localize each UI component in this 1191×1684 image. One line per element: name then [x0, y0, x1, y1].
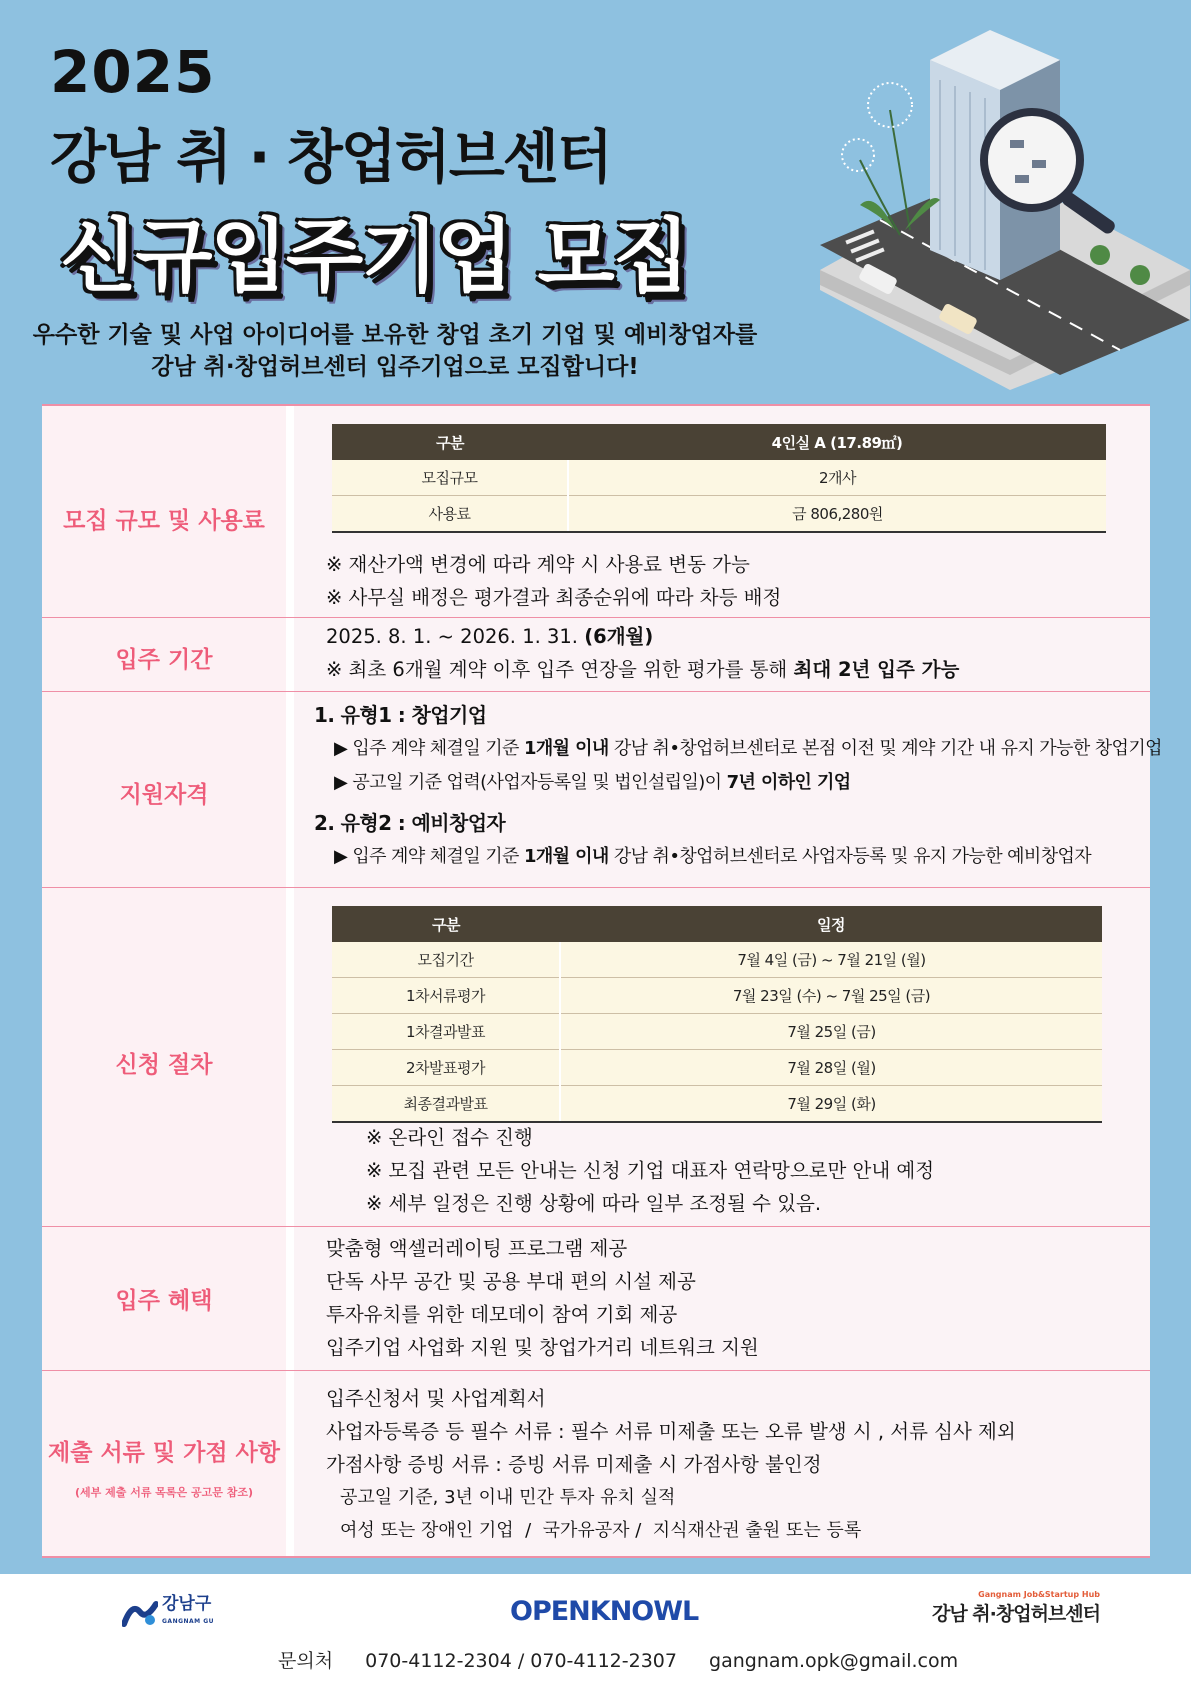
row-divider: [42, 1226, 1150, 1227]
list-item: 공고일 기준, 3년 이내 민간 투자 유치 실적: [340, 1487, 676, 1508]
period-note: [326, 653, 959, 686]
period-note-highlight: 최대 2년 입주 가능: [793, 658, 960, 681]
info-panel: [42, 404, 1162, 1558]
table-row: [332, 1014, 1102, 1050]
table-cell: 1차결과발표: [332, 1014, 560, 1050]
row-divider: [42, 617, 1150, 618]
note-line: ※ 모집 관련 모든 안내는 신청 기업 대표자 연락망으로만 안내 예정: [366, 1159, 935, 1182]
list-item: 가점사항 증빙 서류 : 증빙 서류 미제출 시 가점사항 불인정: [326, 1453, 822, 1476]
type1-item1-pre: ▶ 입주 계약 체결일 기준: [334, 738, 519, 759]
eligibility-content: [314, 698, 1162, 874]
table-header: 4인실 A (17.89㎡): [568, 424, 1106, 460]
note-line: ※ 재산가액 변경에 따라 계약 시 사용료 변동 가능: [326, 553, 750, 576]
contact-info: [278, 1646, 984, 1673]
label-column: [42, 406, 286, 1558]
lead-text-line2: 강남 취·창업허브센터 입주기업으로 모집합니다!: [151, 354, 639, 380]
table-header: 일정: [560, 906, 1102, 942]
period-note-text: ※ 최초 6개월 계약 이후 입주 연장을 위한 평가를 통해: [326, 658, 788, 681]
label-eligibility: 지원자격: [119, 782, 209, 808]
table-row: [332, 496, 1106, 533]
type1-item1: [314, 732, 1162, 766]
schedule-table: [332, 906, 1102, 1123]
table-row: [332, 460, 1106, 496]
table-cell: 1차서류평가: [332, 978, 560, 1014]
type2-item1: [314, 840, 1162, 874]
table-cell: 7월 4일 (금) ~ 7월 21일 (월): [560, 942, 1102, 978]
table-cell: 2차발표평가: [332, 1050, 560, 1086]
gangnam-logo-en: GANGNAM GU: [162, 1618, 215, 1625]
type1-item2: [314, 766, 1162, 800]
table-row: [332, 978, 1102, 1014]
period-date-text: 2025. 8. 1. ~ 2026. 1. 31.: [326, 625, 579, 648]
table-cell: 7월 28일 (월): [560, 1050, 1102, 1086]
table-cell: 7월 29일 (화): [560, 1086, 1102, 1123]
contact-email[interactable]: gangnam.opk@gmail.com: [709, 1650, 959, 1672]
table-cell: 최종결과발표: [332, 1086, 560, 1123]
type1-item2-bold: 7년 이하인 기업: [726, 772, 851, 793]
table-header: 구분: [332, 906, 560, 942]
list-item: 단독 사무 공간 및 공용 부대 편의 시설 제공: [326, 1270, 696, 1293]
table-row: [332, 942, 1102, 978]
gangnam-logo-icon: [122, 1598, 158, 1628]
list-item: 여성 또는 장애인 기업 / 국가유공자 / 지식재산권 출원 또는 등록: [340, 1520, 862, 1541]
lead-text-line1: 우수한 기술 및 사업 아이디어를 보유한 창업 초기 기업 및 예비창업자를: [32, 322, 758, 348]
period-dates: [326, 620, 959, 653]
note-line: ※ 세부 일정은 진행 상황에 따라 일부 조정될 수 있음.: [366, 1192, 822, 1215]
column-divider: [286, 406, 294, 1558]
label-documents-sub: (세부 제출 서류 목록은 공고문 참조): [75, 1486, 253, 1499]
scale-fee-notes: [326, 548, 781, 614]
table-row: [332, 1086, 1102, 1123]
row-divider: [42, 1556, 1150, 1558]
label-procedure: 신청 절차: [115, 1052, 213, 1078]
table-cell: 7월 23일 (수) ~ 7월 25일 (금): [560, 978, 1102, 1014]
benefits-list: [326, 1232, 759, 1364]
type1-item1-bold: 1개월 이내: [523, 738, 609, 759]
type1-item1-post: 강남 취•창업허브센터로 본점 이전 및 계약 기간 내 유지 가능한 창업기업: [613, 738, 1162, 759]
gangnam-logo-text: [162, 1596, 214, 1630]
table-cell: 2개사: [568, 460, 1106, 496]
procedure-notes: [366, 1121, 934, 1220]
label-benefits: 입주 혜택: [115, 1288, 213, 1314]
type2-item1-bold: 1개월 이내: [523, 846, 609, 867]
table-row: [332, 1050, 1102, 1086]
hub-logo-ko: 강남 취·창업허브센터: [931, 1603, 1100, 1625]
row-divider: [42, 1370, 1150, 1371]
page-title: 신규입주기업 모집: [60, 210, 689, 303]
row-divider: [42, 887, 1150, 888]
center-name-heading: 강남 취 · 창업허브센터: [50, 123, 611, 191]
table-cell: 모집규모: [332, 460, 568, 496]
note-line: ※ 사무실 배정은 평가결과 최종순위에 따라 차등 배정: [326, 586, 782, 609]
year-heading: 2025: [50, 38, 216, 106]
table-cell: 7월 25일 (금): [560, 1014, 1102, 1050]
label-scale-fee: 모집 규모 및 사용료: [63, 508, 265, 534]
documents-list: [326, 1382, 1016, 1547]
table-cell: 모집기간: [332, 942, 560, 978]
gangnam-gu-logo: [122, 1596, 214, 1630]
contact-phones: 070-4112-2304 / 070-4112-2307: [365, 1650, 677, 1672]
hub-logo-en: Gangnam Job&Startup Hub: [978, 1590, 1100, 1599]
hub-logo: [918, 1590, 1100, 1626]
openknowl-logo: OPENKNOWL: [510, 1596, 699, 1627]
list-item: 입주신청서 및 사업계획서: [326, 1387, 546, 1410]
type1-title: 1. 유형1 : 창업기업: [314, 703, 487, 727]
label-period: 입주 기간: [115, 647, 213, 673]
table-header: 구분: [332, 424, 568, 460]
type2-item1-post: 강남 취•창업허브센터로 사업자등록 및 유지 가능한 예비창업자: [613, 846, 1092, 867]
city-building-illustration: [800, 20, 1190, 390]
contact-label: 문의처: [278, 1650, 334, 1672]
type2-item1-pre: ▶ 입주 계약 체결일 기준: [334, 846, 519, 867]
hero-section: [0, 0, 1191, 400]
list-item: 입주기업 사업화 지원 및 창업가거리 네트워크 지원: [326, 1336, 759, 1359]
table-cell: 금 806,280원: [568, 496, 1106, 533]
note-line: ※ 온라인 접수 진행: [366, 1126, 533, 1149]
type2-title: 2. 유형2 : 예비창업자: [314, 811, 506, 835]
list-item: 사업자등록증 등 필수 서류 : 필수 서류 미제출 또는 오류 발생 시 , 서류 심사 제외: [326, 1420, 1016, 1443]
scale-fee-table: [332, 424, 1106, 533]
list-item: 맞춤형 액셀러레이팅 프로그램 제공: [326, 1237, 628, 1260]
gangnam-logo-ko: 강남구: [162, 1594, 212, 1614]
period-duration: (6개월): [584, 625, 654, 648]
type1-item2-pre: ▶ 공고일 기준 업력(사업자등록일 및 법인설립일)이: [334, 772, 722, 793]
table-cell: 사용료: [332, 496, 568, 533]
list-item: 투자유치를 위한 데모데이 참여 기회 제공: [326, 1303, 678, 1326]
row-divider: [42, 691, 1150, 692]
period-content: [326, 620, 959, 686]
label-documents: 제출 서류 및 가점 사항: [48, 1440, 280, 1466]
